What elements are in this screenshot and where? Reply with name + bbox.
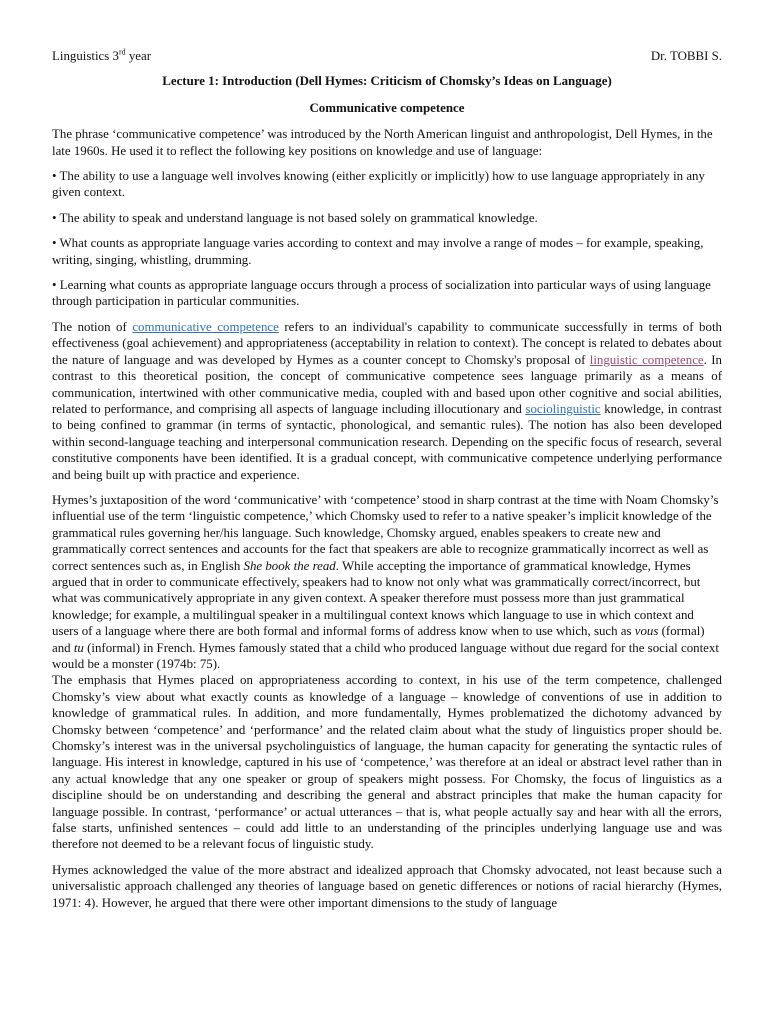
author-label: Dr. TOBBI S.	[650, 49, 722, 63]
acknowledged-paragraph: Hymes acknowledged the value of the more abstract and idealized approach that Chomsky advocated, not least because such a universalistic approach challenged any theories of language based on genetic differences or notions of racial hierarchy (Hymes, 1971: 4). However, he argued that there were other important dimensions to the study of language	[52, 862, 722, 910]
intro-paragraph: The phrase ‘communicative competence’ was introduced by the North American linguist and anthropologist, Dell Hymes, in the late 1960s. He used it to reflect the following key positions on knowledge and use of language:	[52, 127, 713, 158]
sociolinguistic-link[interactable]: sociolinguistic	[525, 401, 601, 416]
course-label: Linguistics 3rd year	[52, 47, 152, 63]
page-header	[52, 48, 722, 64]
notion-paragraph: The notion of communicative competence refers to an individual's capability to communicate successfully in terms of both effectiveness (goal achievement) and appropriateness (acceptability in relation to context). The concept is related to debates about the nature of language and was developed by Hymes as a counter concept to Chomsky's proposal of linguistic competence. In contrast to this theoretical position, the concept of communicative competence sees language primarily as a means of communication, intertwined with other communicative media, coupled with and based upon other cognitive and social abilities, related to performance, and comprising all aspects of language including illocutionary and sociolinguistic knowledge, in contrast to being confined to grammar (in terms of syntactic, phonological, and semantic rules). The notion has also been developed within second-language teaching and interpersonal communication research. Depending on the specific focus of research, several constitutive components have been identified. It is a gradual concept, with communicative competence underlying performance and being built up with practice and experience.	[52, 319, 722, 482]
section-heading: Communicative competence	[309, 100, 465, 115]
emphasis-paragraph: The emphasis that Hymes placed on appropriateness according to context, in his use of the term competence, challenged Chomsky’s view about what exactly counts as knowledge of a language – knowledge of conventions of use in addition to knowledge of grammatical rules. In addition, and more fundamentally, Hymes problematized the dichotomy advanced by Chomsky between ‘competence’ and ‘performance’ and the related claim about what the study of linguistics proper should be. Chomsky’s interest was in the universal psycholinguistics of language, the human capacity for generating the syntactic rules of language. His interest in knowledge, captured in his use of ‘competence,’ was therefore at an ideal or abstract level rather than in any actual knowledge that any one speaker or group of speakers might possess. For Chomsky, the focus of linguistics as a discipline should be on understanding and describing the general and abstract principles that make the human capacity for language possible. In contrast, ‘performance’ or actual utterances – that is, what people actually say and hear with all the errors, false starts, unfinished sentences – could add little to an understanding of the principles underlying language use and was therefore not deemed to be a relevant focus of linguistic study.	[52, 673, 722, 852]
communicative-competence-link[interactable]: communicative competence	[132, 319, 279, 334]
bullet-item: • The ability to speak and understand language is not based solely on grammatical knowledge.	[52, 210, 538, 225]
linguistic-competence-link[interactable]: linguistic competence	[589, 352, 704, 367]
document-page	[52, 48, 722, 920]
juxtaposition-paragraph: Hymes’s juxtaposition of the word ‘communicative’ with ‘competence’ stood in sharp contrast at the time with Noam Chomsky’s influential use of the term ‘linguistic competence,’ which Chomsky used to refer to a native speaker’s implicit knowledge of the grammatical rules governing her/his language. Such knowledge, Chomsky argued, enables speakers to create new and grammatically correct sentences and accounts for the fact that speakers are able to recognize grammatically incorrect as well as correct sentences such as, in English She book the read. While accepting the importance of grammatical knowledge, Hymes argued that in order to communicate effectively, speakers had to know not only what was grammatically correct/incorrect, but what was communicatively appropriate in any given context. A speaker therefore must possess more than just grammatical knowledge; for example, a multilingual speaker in a multilingual context knows which language to use in which context and users of a language where there are both formal and informal forms of address know when to use which, such as vous (formal) and tu (informal) in French. Hymes famously stated that a child who produced language without due regard for the social context would be a monster (1974b: 75).	[52, 492, 719, 671]
bullet-item: • Learning what counts as appropriate language occurs through a process of socialization into particular ways of using language through participation in particular communities.	[52, 278, 711, 309]
lecture-title: Lecture 1: Introduction (Dell Hymes: Criticism of Chomsky’s Ideas on Language)	[162, 74, 612, 89]
bullet-item: • The ability to use a language well involves knowing (either explicitly or implicitly) how to use language appropriately in any given context.	[52, 169, 705, 200]
bullet-item: • What counts as appropriate language varies according to context and may involve a range of modes – for example, speaking, writing, singing, whistling, drumming.	[52, 236, 704, 267]
